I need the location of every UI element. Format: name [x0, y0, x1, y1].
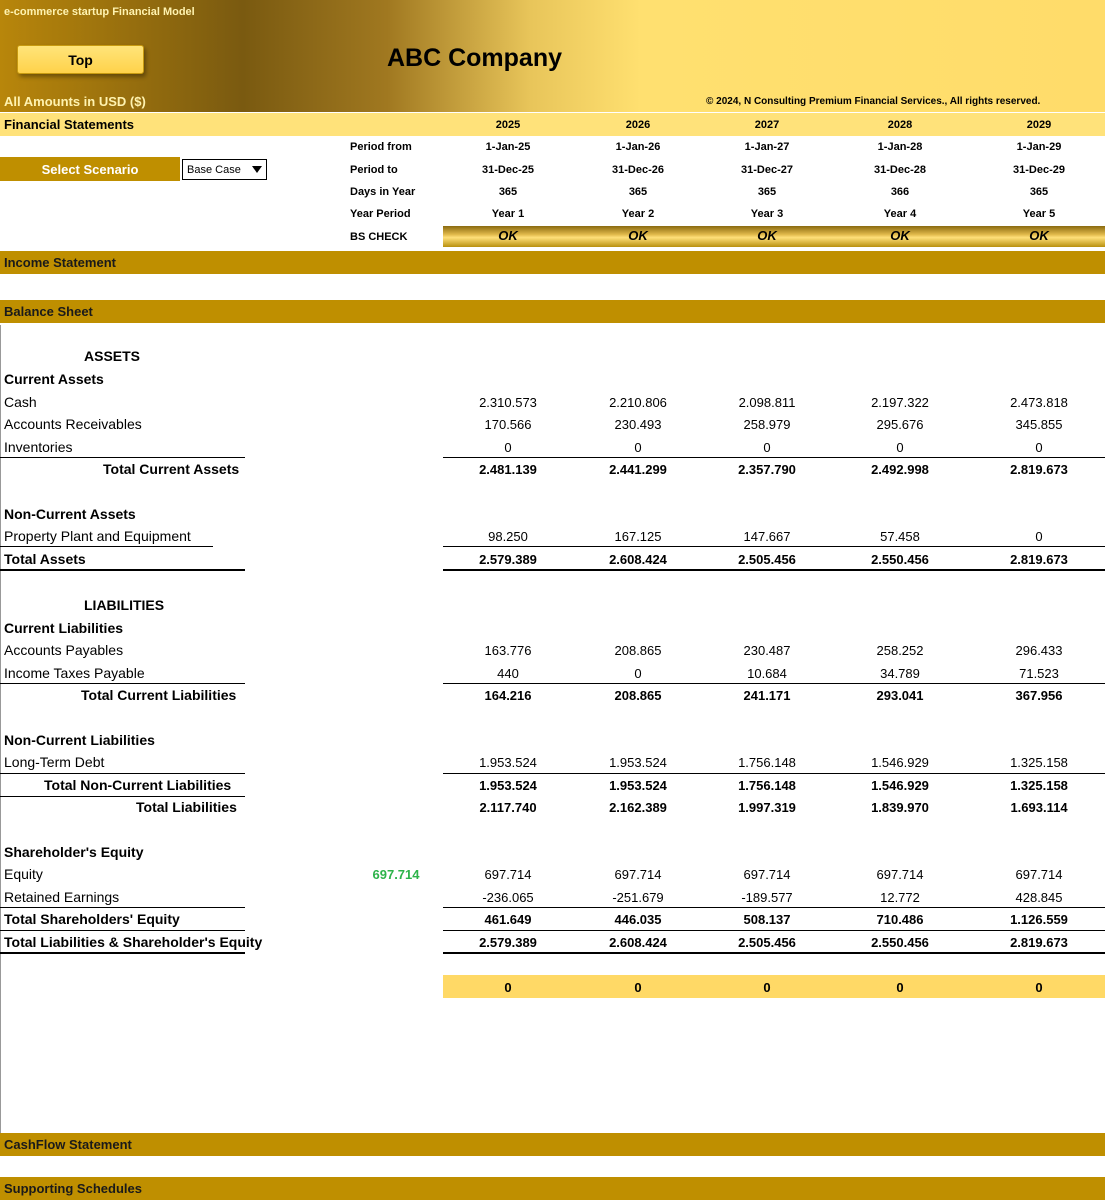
row-label-taxes: Income Taxes Payable	[4, 665, 145, 681]
row-label-retained: Retained Earnings	[4, 889, 120, 905]
financial-statements-title: Financial Statements	[4, 117, 135, 132]
divider	[0, 457, 245, 458]
equity-cell: 697.714	[614, 867, 662, 882]
chevron-down-icon[interactable]	[252, 166, 262, 173]
divider	[443, 457, 1105, 458]
divider	[443, 683, 1105, 684]
cashflow-section[interactable]: CashFlow Statement	[0, 1133, 1105, 1156]
inventories-cell: 0	[504, 440, 512, 455]
taxes-cell: 440	[497, 666, 519, 681]
assets-heading: ASSETS	[84, 348, 141, 364]
row-label-ap: Accounts Payables	[4, 642, 124, 658]
balance-check-cell: 0	[504, 980, 512, 995]
year-header: 2027	[754, 119, 780, 131]
financial-statements-header	[0, 113, 1105, 136]
days-cell: 365	[498, 186, 518, 198]
supporting-schedules-section[interactable]: Supporting Schedules	[0, 1177, 1105, 1200]
year-period-cell: Year 3	[750, 208, 784, 220]
retained-cell: 12.772	[880, 890, 920, 905]
total-current-liabilities-cell: 367.956	[1015, 688, 1063, 703]
non-current-assets-heading: Non-Current Assets	[4, 506, 136, 522]
period-from-label: Period from	[350, 141, 412, 153]
ap-cell: 258.252	[876, 643, 924, 658]
ap-cell: 208.865	[614, 643, 662, 658]
divider	[443, 930, 1105, 931]
currency-note: All Amounts in USD ($)	[4, 94, 146, 109]
taxes-cell: 71.523	[1019, 666, 1059, 681]
row-label-ltd: Long-Term Debt	[4, 754, 105, 770]
balance-sheet-section[interactable]: Balance Sheet	[0, 300, 1105, 323]
equity-heading: Shareholder's Equity	[4, 844, 144, 860]
total-ncl-cell: 1.953.524	[609, 778, 667, 793]
balance-check-cell: 0	[634, 980, 642, 995]
total-equity-cell: 461.649	[484, 912, 532, 927]
total-equity-cell: 508.137	[743, 912, 791, 927]
header-banner	[0, 0, 1105, 112]
ltd-cell: 1.325.158	[1010, 755, 1068, 770]
cash-cell: 2.210.806	[609, 395, 667, 410]
equity-input-cell[interactable]: 697.714	[372, 867, 420, 882]
total-assets-label: Total Assets	[4, 551, 86, 567]
bs-check-label: BS CHECK	[350, 231, 408, 243]
ltd-cell: 1.953.524	[479, 755, 537, 770]
total-liabilities-cell: 1.693.114	[1010, 800, 1068, 815]
ar-cell: 345.855	[1015, 417, 1063, 432]
year-header: 2026	[625, 119, 651, 131]
total-assets-cell: 2.550.456	[871, 552, 929, 567]
total-assets-cell: 2.579.389	[479, 552, 537, 567]
taxes-cell: 10.684	[747, 666, 787, 681]
current-assets-heading: Current Assets	[4, 371, 104, 387]
year-period-label: Year Period	[350, 208, 411, 220]
equity-cell: 697.714	[876, 867, 924, 882]
ap-cell: 296.433	[1015, 643, 1063, 658]
ar-cell: 230.493	[614, 417, 662, 432]
year-header: 2028	[887, 119, 913, 131]
total-current-assets-cell: 2.819.673	[1010, 462, 1068, 477]
total-current-assets-cell: 2.481.139	[479, 462, 537, 477]
total-equity-cell: 710.486	[876, 912, 924, 927]
period-to-label: Period to	[350, 164, 398, 176]
period-from-cell: 1-Jan-27	[744, 141, 790, 153]
balance-check-cell: 0	[1035, 980, 1043, 995]
total-current-assets-cell: 2.357.790	[738, 462, 796, 477]
liabilities-heading: LIABILITIES	[84, 597, 165, 613]
period-to-cell: 31-Dec-25	[482, 164, 534, 176]
ltd-cell: 1.546.929	[871, 755, 929, 770]
retained-cell: -251.679	[612, 890, 664, 905]
row-label-cash: Cash	[4, 394, 37, 410]
total-current-assets-cell: 2.441.299	[609, 462, 667, 477]
divider	[0, 546, 213, 547]
period-from-cell: 1-Jan-28	[877, 141, 923, 153]
period-from-cell: 1-Jan-29	[1016, 141, 1062, 153]
ppe-cell: 167.125	[614, 529, 662, 544]
equity-cell: 697.714	[484, 867, 532, 882]
ar-cell: 258.979	[743, 417, 791, 432]
ltd-cell: 1.756.148	[738, 755, 796, 770]
year-period-cell: Year 2	[621, 208, 655, 220]
divider	[0, 952, 245, 954]
total-current-assets-label: Total Current Assets	[103, 461, 240, 477]
taxes-cell: 0	[634, 666, 642, 681]
total-le-cell: 2.505.456	[738, 935, 796, 950]
total-liabilities-cell: 1.997.319	[738, 800, 796, 815]
year-period-cell: Year 1	[491, 208, 525, 220]
scenario-dropdown[interactable]	[182, 159, 267, 180]
total-equity-cell: 446.035	[614, 912, 662, 927]
ap-cell: 230.487	[743, 643, 791, 658]
cash-cell: 2.098.811	[738, 395, 796, 410]
row-label-ar: Accounts Receivables	[4, 416, 142, 432]
total-liabilities-cell: 2.162.389	[609, 800, 667, 815]
inventories-cell: 0	[634, 440, 642, 455]
row-label-equity: Equity	[4, 866, 43, 882]
total-assets-cell: 2.505.456	[738, 552, 796, 567]
ar-cell: 170.566	[484, 417, 532, 432]
cash-cell: 2.310.573	[479, 395, 537, 410]
total-assets-cell: 2.608.424	[609, 552, 667, 567]
total-ncl-cell: 1.756.148	[738, 778, 796, 793]
days-cell: 366	[890, 186, 910, 198]
ppe-cell: 57.458	[880, 529, 920, 544]
total-le-label: Total Liabilities & Shareholder's Equity	[4, 934, 263, 950]
days-in-year-label: Days in Year	[350, 186, 416, 198]
period-to-cell: 31-Dec-28	[874, 164, 926, 176]
divider	[443, 952, 1105, 954]
period-from-cell: 1-Jan-25	[485, 141, 531, 153]
total-current-assets-cell: 2.492.998	[871, 462, 929, 477]
model-title: e-commerce startup Financial Model	[4, 6, 195, 18]
ar-cell: 295.676	[876, 417, 924, 432]
equity-cell: 697.714	[1015, 867, 1063, 882]
divider	[443, 907, 1105, 908]
days-cell: 365	[628, 186, 648, 198]
cash-cell: 2.197.322	[871, 395, 929, 410]
year-period-cell: Year 4	[883, 208, 917, 220]
total-liabilities-cell: 1.839.970	[871, 800, 929, 815]
period-from-cell: 1-Jan-26	[615, 141, 661, 153]
year-period-cell: Year 5	[1022, 208, 1056, 220]
year-header: 2029	[1026, 119, 1052, 131]
total-liabilities-cell: 2.117.740	[479, 800, 537, 815]
divider	[443, 546, 1105, 547]
divider	[443, 569, 1105, 571]
retained-cell: -189.577	[741, 890, 793, 905]
divider	[0, 796, 245, 797]
period-to-cell: 31-Dec-26	[612, 164, 664, 176]
total-equity-cell: 1.126.559	[1010, 912, 1068, 927]
divider	[0, 907, 245, 908]
divider	[0, 930, 245, 931]
total-le-cell: 2.579.389	[479, 935, 537, 950]
total-ncl-cell: 1.953.524	[479, 778, 537, 793]
days-cell: 365	[757, 186, 777, 198]
bs-check-status: OK	[498, 228, 518, 243]
total-le-cell: 2.550.456	[871, 935, 929, 950]
row-label-ppe: Property Plant and Equipment	[4, 528, 191, 544]
total-ncl-cell: 1.546.929	[871, 778, 929, 793]
total-current-liabilities-cell: 241.171	[743, 688, 791, 703]
ltd-cell: 1.953.524	[609, 755, 667, 770]
company-name: ABC Company	[387, 44, 563, 72]
inventories-cell: 0	[896, 440, 904, 455]
total-equity-label: Total Shareholders' Equity	[4, 911, 180, 927]
period-to-cell: 31-Dec-29	[1013, 164, 1065, 176]
bs-check-status: OK	[1029, 228, 1049, 243]
divider	[0, 773, 245, 774]
ap-cell: 163.776	[484, 643, 532, 658]
total-ncl-cell: 1.325.158	[1010, 778, 1068, 793]
total-current-liabilities-label: Total Current Liabilities	[81, 687, 237, 703]
select-scenario-label: Select Scenario	[0, 157, 180, 181]
inventories-cell: 0	[763, 440, 771, 455]
bs-check-status: OK	[890, 228, 910, 243]
days-cell: 365	[1029, 186, 1049, 198]
bs-check-status: OK	[628, 228, 648, 243]
row-label-inventories: Inventories	[4, 439, 73, 455]
total-liabilities-label: Total Liabilities	[136, 799, 237, 815]
balance-check-cell: 0	[763, 980, 771, 995]
total-current-liabilities-cell: 164.216	[484, 688, 532, 703]
ppe-cell: 147.667	[743, 529, 791, 544]
copyright-notice: © 2024, N Consulting Premium Financial Services., All rights reserved.	[706, 96, 1041, 107]
sheet-border	[0, 325, 1, 1135]
ppe-cell: 0	[1035, 529, 1043, 544]
current-liabilities-heading: Current Liabilities	[4, 620, 124, 636]
period-to-cell: 31-Dec-27	[741, 164, 793, 176]
bs-check-status: OK	[757, 228, 777, 243]
cash-cell: 2.473.818	[1010, 395, 1068, 410]
ppe-cell: 98.250	[488, 529, 528, 544]
divider	[0, 569, 245, 571]
top-button[interactable]: Top	[17, 45, 144, 74]
scenario-value: Base Case	[187, 163, 241, 176]
total-le-cell: 2.819.673	[1010, 935, 1068, 950]
total-current-liabilities-cell: 293.041	[876, 688, 924, 703]
divider	[0, 683, 245, 684]
balance-check-cell: 0	[896, 980, 904, 995]
divider	[443, 773, 1105, 774]
total-current-liabilities-cell: 208.865	[614, 688, 662, 703]
total-ncl-label: Total Non-Current Liabilities	[44, 777, 232, 793]
equity-cell: 697.714	[743, 867, 791, 882]
year-header: 2025	[495, 119, 521, 131]
total-assets-cell: 2.819.673	[1010, 552, 1068, 567]
income-statement-section[interactable]: Income Statement	[0, 251, 1105, 274]
retained-cell: 428.845	[1015, 890, 1063, 905]
total-le-cell: 2.608.424	[609, 935, 667, 950]
taxes-cell: 34.789	[880, 666, 920, 681]
non-current-liabilities-heading: Non-Current Liabilities	[4, 732, 155, 748]
retained-cell: -236.065	[482, 890, 534, 905]
inventories-cell: 0	[1035, 440, 1043, 455]
